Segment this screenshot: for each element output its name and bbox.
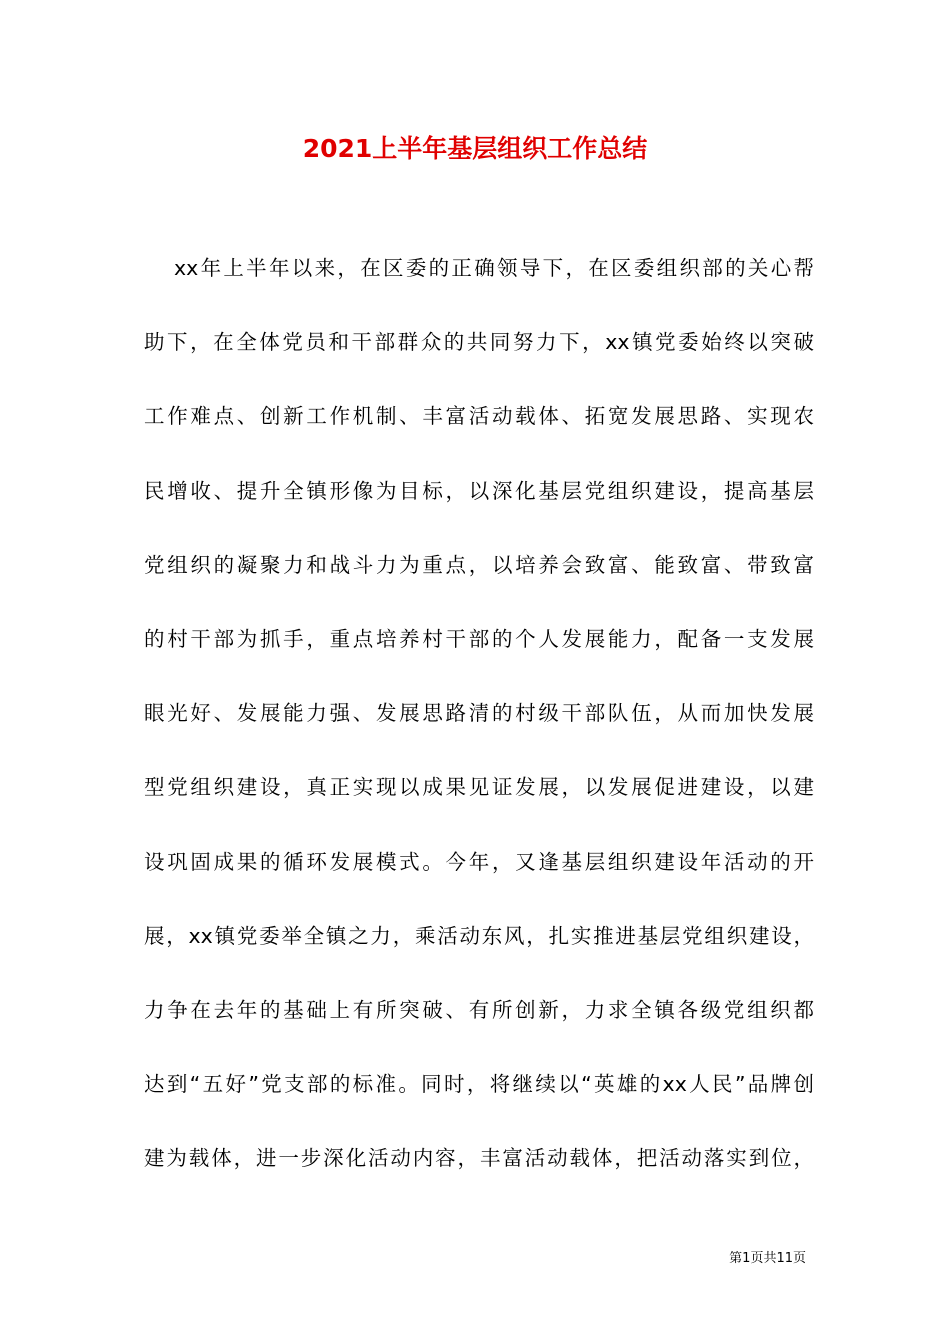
body-line: 的村干部为抓手，重点培养村干部的个人发展能力，配备一支发展 <box>144 626 814 651</box>
page-number: 第1页共11页 <box>729 1251 806 1266</box>
body-line: 设巩固成果的循环发展模式。今年，又逢基层组织建设年活动的开 <box>144 849 814 874</box>
body-line: 眼光好、发展能力强、发展思路清的村级干部队伍，从而加快发展 <box>144 701 814 726</box>
body-line: 建为载体，进一步深化活动内容，丰富活动载体，把活动落实到位， <box>144 1146 814 1171</box>
body-line: 民增收、提升全镇形像为目标，以深化基层党组织建设，提高基层 <box>144 478 814 503</box>
body-line: 党组织的凝聚力和战斗力为重点，以培养会致富、能致富、带致富 <box>144 552 814 577</box>
body-line: 助下，在全体党员和干部群众的共同努力下，xx镇党委始终以突破 <box>144 330 814 355</box>
document-title: 2021上半年基层组织工作总结 <box>302 134 648 163</box>
body-line: 工作难点、创新工作机制、丰富活动载体、拓宽发展思路、实现农 <box>144 404 814 429</box>
body-line: xx年上半年以来，在区委的正确领导下，在区委组织部的关心帮 <box>174 256 814 280</box>
body-line: 达到“五好”党支部的标准。同时，将继续以“英雄的xx人民”品牌创 <box>144 1072 814 1097</box>
document-body <box>144 250 814 1214</box>
body-line: 展，xx镇党委举全镇之力，乘活动东风，扎实推进基层党组织建设， <box>144 923 814 948</box>
body-line: 型党组织建设，真正实现以成果见证发展，以发展促进建设，以建 <box>144 775 814 800</box>
body-line: 力争在去年的基础上有所突破、有所创新，力求全镇各级党组织都 <box>144 997 814 1022</box>
